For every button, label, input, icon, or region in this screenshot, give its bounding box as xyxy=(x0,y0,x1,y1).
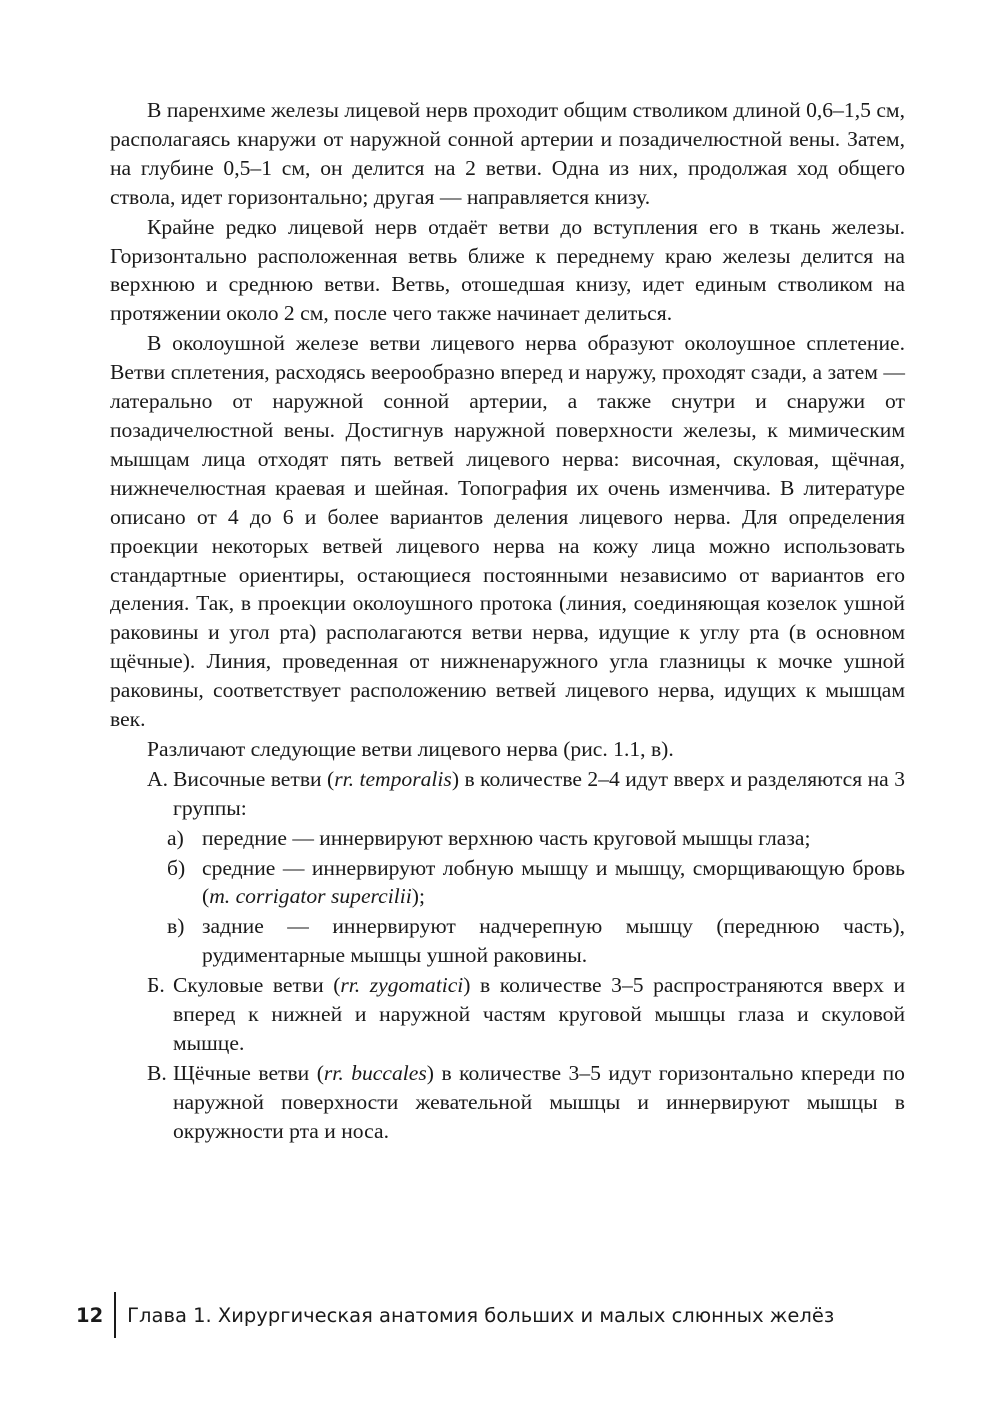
list-marker: Б. xyxy=(147,973,165,998)
text-run: передние — иннервируют верхнюю часть круговой мышцы глаза; xyxy=(202,825,811,850)
text-run: ) в количестве 3–5 распространяются вверх и вперед к нижней и наружной частям круговой мышцы глаза и скуловой мышце. xyxy=(173,973,906,1055)
latin-term: rr. temporalis xyxy=(334,766,452,791)
text-run: Щёчные ветви ( xyxy=(173,1060,324,1085)
sublist-item-1 xyxy=(110,824,905,853)
text-run: ) в количестве 3–5 идут горизонтально кпереди по наружной поверхности жевательной мышцы и иннервируют мышцы в окружности рта и носа. xyxy=(173,1060,905,1143)
list-marker: А. xyxy=(147,766,168,791)
footer-divider xyxy=(114,1292,116,1338)
text-run: Височные ветви ( xyxy=(173,766,335,791)
sublist-item-2 xyxy=(110,854,905,912)
list-item-c xyxy=(110,1059,905,1146)
sublist-text xyxy=(202,824,905,853)
text-run: ); xyxy=(411,884,425,909)
sublist-marker: в) xyxy=(167,914,185,939)
list-item-a xyxy=(110,765,905,823)
list-item-b xyxy=(110,971,905,1058)
text-run: ) в количестве 2–4 идут вверх и разделяются на 3 группы: xyxy=(173,766,905,820)
text-run: Скуловые ветви ( xyxy=(173,973,341,998)
page-body xyxy=(110,96,905,1147)
paragraph-3: В околоушной железе ветви лицевого нерва образуют околоушное сплетение. Ветви сплетения, расходясь веерообразно вперед и наружу, проходят сзади, а затем — латерально от наружной сонной артерии, а также снутри и снаружи от позадичелюстной вены. Достигнув наружной поверхности железы, к мимическим мышцам лица отходят пять ветвей лицевого нерва: височная, скуловая, щёчная, нижнечелюстная краевая и шейная. Топография их очень изменчива. В литературе описано от 4 до 6 и более вариантов деления лицевого нерва. Для определения проекции некоторых ветвей лицевого нерва на кожу лица можно использовать стандартные ориентиры, остающиеся постоянными независимо от вариантов его деления. Так, в проекции околоушного протока (линия, соединяющая козелок ушной раковины и угол рта) располагаются ветви нерва, идущие к углу рта (в основном щёчные). Линия, проведенная от нижненаружного угла глазницы к мочке ушной раковины, соответствует расположению ветвей лицевого нерва, идущих к мышцам век. xyxy=(110,331,905,732)
sublist-marker: б) xyxy=(167,855,186,880)
paragraph-1: В паренхиме железы лицевой нерв проходит общим стволиком длиной 0,6–1,5 см, располагаясь кнаружи от наружной сонной артерии и позадичелюстной вены. Затем, на глубине 0,5–1 см, он делится на 2 ветви. Одна из них, продолжая ход общего ствола, идет горизонтально; другая — направляется книзу. xyxy=(110,98,905,209)
latin-term: rr. buccales xyxy=(323,1060,427,1085)
list-marker: В. xyxy=(147,1060,167,1085)
paragraph-4: Различают следующие ветви лицевого нерва (рис. 1.1, в). xyxy=(147,736,674,761)
text-run: задние — иннервируют надчерепную мышцу (переднюю часть), рудиментарные мышцы ушной раковины. xyxy=(202,914,905,968)
sublist-text xyxy=(202,854,905,912)
list-text xyxy=(173,765,905,823)
latin-term: m. corrigator supercilii xyxy=(209,884,412,909)
text-run: средние — иннервируют лобную мышцу и мышцу, сморщивающую бровь ( xyxy=(202,855,905,909)
list-text xyxy=(173,1059,905,1146)
sublist-item-3 xyxy=(110,912,905,970)
chapter-title: Глава 1. Хирургическая анатомия больших и малых слюнных желёз xyxy=(127,1303,835,1327)
list-text xyxy=(173,971,905,1058)
sublist-marker: а) xyxy=(167,825,184,850)
page-number: 12 xyxy=(76,1303,104,1327)
paragraph-2: Крайне редко лицевой нерв отдаёт ветви до вступления его в ткань железы. Горизонтально расположенная ветвь ближе к переднему краю железы делится на верхнюю и среднюю ветви. Ветвь, отошедшая книзу, идет единым стволиком на протяжении около 2 см, после чего также начинает делиться. xyxy=(110,214,905,326)
page-footer xyxy=(76,1290,834,1340)
latin-term: rr. zygomatici xyxy=(340,973,464,998)
sublist-text xyxy=(202,912,905,970)
